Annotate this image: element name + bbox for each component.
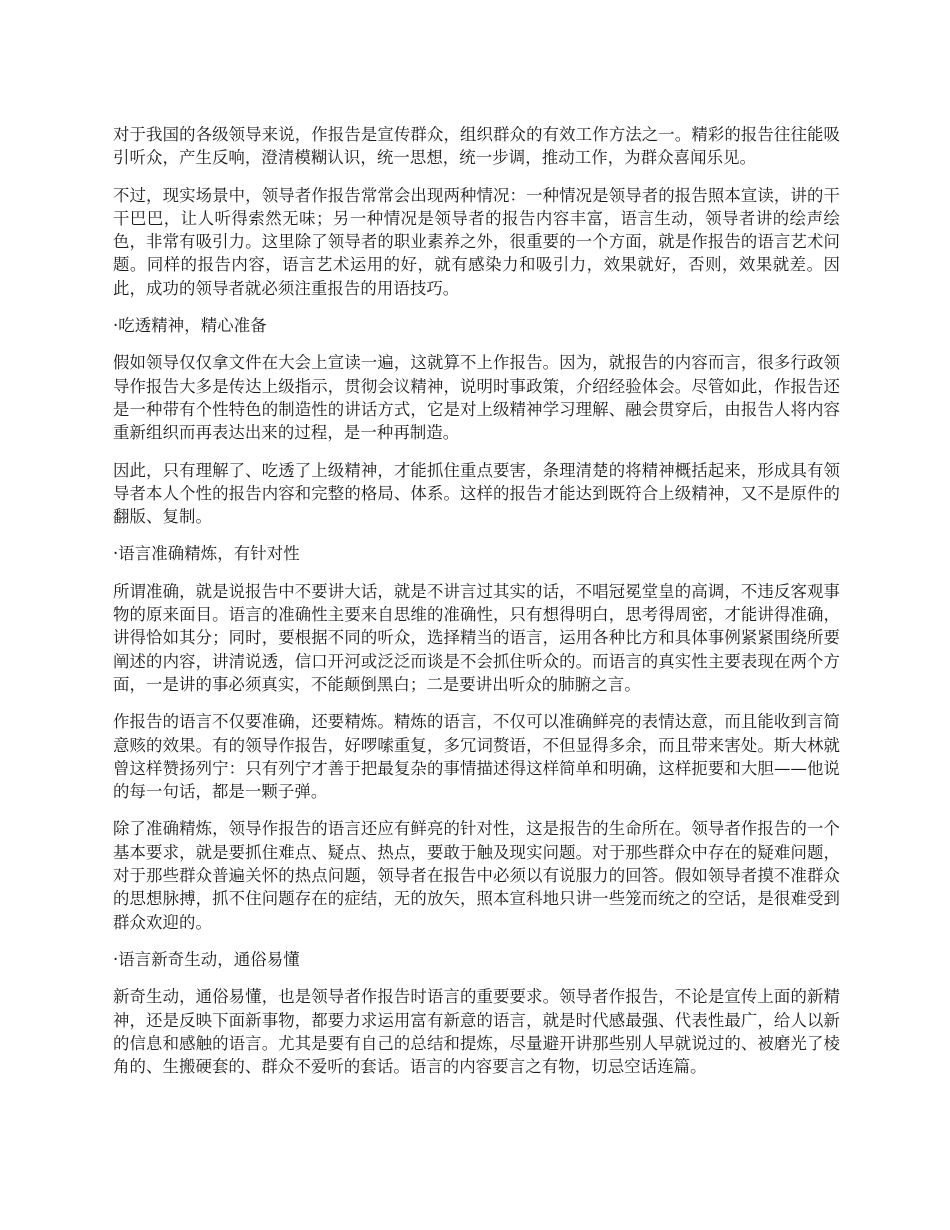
section-heading-vivid: ·语言新奇生动，通俗易懂 — [113, 949, 300, 969]
paragraph-preparation-1: 假如领导仅仅拿文件在大会上宣读一遍，这就算不上作报告。因为，就报告的内容而言，很多行政领导作报告大多是传达上级指示，贯彻会议精神，说明时事政策，介绍经验体会。尽管如此，作报告还是一种带有个性特色的制造性的讲话方式，它是对上级精神学习理解、融会贯穿后，由报告人将内容重新组织而再表达出来的过程，是一种再制造。 — [113, 353, 840, 443]
paragraph-preparation-2: 因此，只有理解了、吃透了上级精神，才能抓住重点要害，条理清楚的将精神概括起来，形成具有领导者本人个性的报告内容和完整的格局、体系。这样的报告才能达到既符合上级精神，又不是原件的翻版、复制。 — [113, 460, 840, 527]
paragraph-situation: 不过，现实场景中，领导者作报告常常会出现两种情况：一种情况是领导者的报告照本宣读，讲的干干巴巴，让人听得索然无味；另一种情况是领导者的报告内容丰富，语言生动，领导者讲的绘声绘色，非常有吸引力。这里除了领导者的职业素养之外，很重要的一个方面，就是作报告的语言艺术问题。同样的报告内容，语言艺术运用的好，就有感染力和吸引力，效果就好，否则，效果就差。因此，成功的领导者就必须注重报告的用语技巧。 — [113, 185, 840, 298]
section-heading-preparation: ·吃透精神，精心准备 — [113, 316, 267, 336]
paragraph-precision-1: 所谓准确，就是说报告中不要讲大话，就是不讲言过其实的话，不唱冠冕堂皇的高调，不违反客观事物的原来面目。语言的准确性主要来自思维的准确性，只有想得明白，思考得周密，才能讲得准确，讲得恰如其分；同时，要根据不同的听众，选择精当的语言，运用各种比方和具体事例紧紧围绕所要阐述的内容，讲清说透，信口开河或泛泛而谈是不会抓住听众的。而语言的真实性主要表现在两个方面，一是讲的事必须真实，不能颠倒黑白；二是要讲出听众的肺腑之言。 — [113, 581, 840, 694]
section-heading-precision: ·语言准确精炼，有针对性 — [113, 544, 300, 564]
paragraph-intro: 对于我国的各级领导来说，作报告是宣传群众，组织群众的有效工作方法之一。精彩的报告往往能吸引听众，产生反响，澄清模糊认识，统一思想，统一步调，推动工作，为群众喜闻乐见。 — [113, 125, 840, 168]
document-body — [113, 123, 840, 1092]
paragraph-precision-3: 除了准确精炼，领导作报告的语言还应有鲜亮的针对性，这是报告的生命所在。领导者作报告的一个基本要求，就是要抓住难点、疑点、热点，要敢于触及现实问题。对于那些群众中存在的疑难问题，对于那些群众普遍关怀的热点问题，领导者在报告中必须以有说服力的回答。假如领导者摸不准群众的思想脉搏，抓不住问题存在的症结，无的放矢，照本宣科地只讲一些笼而统之的空话，是很难受到群众欢迎的。 — [113, 819, 840, 932]
paragraph-vivid-1: 新奇生动，通俗易懂，也是领导者作报告时语言的重要要求。领导者作报告，不论是宣传上面的新精神，还是反映下面新事物，都要力求运用富有新意的语言，就是时代感最强、代表性最广，给人以新的信息和感触的语言。尤其是要有自己的总结和提炼，尽量避开讲那些别人早就说过的、被磨光了棱角的、生搬硬套的、群众不爱听的套话。语言的内容要言之有物，切忌空话连篇。 — [113, 987, 840, 1077]
paragraph-precision-2: 作报告的语言不仅要准确，还要精炼。精炼的语言，不仅可以准确鲜亮的表情达意，而且能收到言简意赅的效果。有的领导作报告，好啰嗦重复，多冗词赘语，不但显得多余，而且带来害处。斯大林就曾这样赞扬列宁：只有列宁才善于把最复杂的事情描述得这样简单和明确，这样扼要和大胆——他说的每一句话，都是一颗子弹。 — [113, 712, 840, 802]
